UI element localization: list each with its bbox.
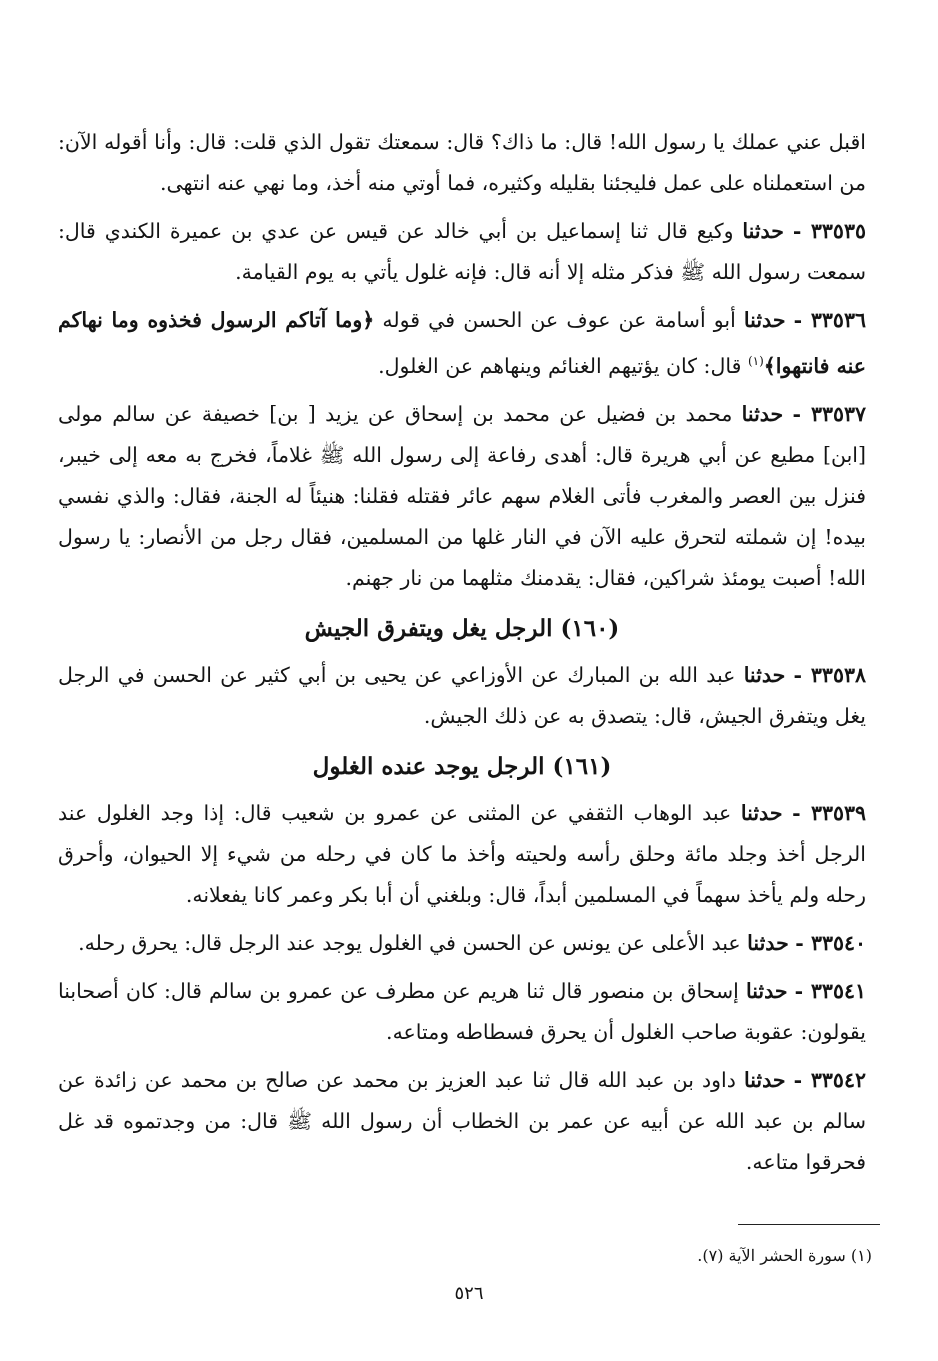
hadith-lead: حدثنا [747,930,789,955]
hadith-33535 [58,211,866,293]
hadith-text: وكيع قال ثنا إسماعيل بن أبي خالد عن قيس عن عدي بن عميرة الكندي قال: سمعت رسول الله ﷺ فذكر مثله إلا أنه قال: فإنه غلول يأتي به يوم القيامة. [58,219,866,284]
hadith-text: داود بن عبد الله قال ثنا عبد العزيز بن محمد عن صالح بن محمد عن زائدة عن سالم بن عبد الله عن أبيه عن عمر بن الخطاب أن رسول الله ﷺ قال: من وجدتموه قد غل فحرقوا متاعه. [58,1067,866,1174]
hadith-text: عبد الأعلى عن يونس عن الحسن في الغلول يوجد عند الرجل قال: يحرق رحله. [78,930,741,955]
hadith-number: ٣٣٥٣٧ - [792,401,866,426]
footnote-divider [738,1224,880,1225]
chapter-heading-160: (١٦٠) الرجل يغل ويتفرق الجيش [304,614,620,642]
quran-quote: ﴿وما آتاكم الرسول فخذوه وما نهاكم عنه فانتهوا﴾ [58,308,866,378]
hadith-33537 [58,394,866,599]
hadith-33541 [58,971,866,1053]
hadith-text-continued: قال: كان يؤتيهم الغنائم وينهاهم عن الغلول. [378,353,742,378]
hadith-33542 [58,1060,866,1183]
hadith-text: إسحاق بن منصور قال ثنا هريم عن مطرف عن عمرو بن سالم قال: كان أصحابنا يقولون: عقوبة صاحب الغلول أن يحرق فسطاطه ومتاعه. [58,978,866,1044]
hadith-lead: حدثنا [741,401,784,426]
hadith-lead: حدثنا [743,1067,786,1092]
footnote: (١) سورة الحشر الآية (٧). [697,1246,872,1265]
hadith-text: محمد بن فضيل عن محمد بن إسحاق عن يزيد [ بن] خصيفة عن سالم مولى [ابن] مطيع عن أبي هريرة قال: أهدى رفاعة إلى رسول الله ﷺ غلاماً، فخرج به معه إلى خيبر، فنزل بين العصر والمغرب فأتى الغلام سهم عائر فقتله فقلنا: هنيئاً له الجنة، فقال: والذي نفسي بيده! إن شملته لتحرق عليه الآن في النار غلها من المسلمين، فقال رجل من الأنصار: يا رسول الله! أصبت يومئذ شراكين، فقال: يقدمنك مثلهما من نار جهنم. [58,401,866,590]
hadith-number: ٣٣٥٣٩ - [792,800,866,825]
hadith-text: عبد الوهاب الثقفي عن المثنى عن عمرو بن شعيب قال: إذا وجد الغلول عند الرجل أخذ وجلد مائة وحلق رأسه ولحيته وأخذ ما كان في رحله من شيء إلا الحيوان، وأحرق رحله ولم يأخذ سهماً في المسلمين أبداً، قال: وبلغني أن أبا بكر وعمر كانا يفعلانه. [58,800,866,907]
hadith-number: ٣٣٥٤٢ - [793,1067,866,1092]
hadith-33538 [58,655,866,737]
hadith-text: أبو أسامة عن عوف عن الحسن في قوله [382,308,736,332]
hadith-number: ٣٣٥٤٠ - [795,930,866,955]
hadith-33536 [58,300,866,387]
hadith-number: ٣٣٥٣٥ - [792,219,866,243]
hadith-lead: حدثنا [740,800,783,825]
hadith-number: ٣٣٥٤١ - [794,978,866,1003]
hadith-number: ٣٣٥٣٦ - [793,308,866,332]
hadith-lead: حدثنا [745,978,788,1003]
paragraph-continuation [58,122,866,204]
page-number: ٥٢٦ [454,1283,484,1304]
hadith-lead: حدثنا [742,219,784,243]
chapter-heading-161: (١٦١) الرجل يوجد عنده الغلول [312,752,612,780]
hadith-text: عبد الله بن المبارك عن الأوزاعي عن يحيى بن أبي كثير عن الحسن في الرجل يغل ويتفرق الجيش، قال: يتصدق به عن ذلك الجيش. [58,662,866,728]
hadith-lead: حدثنا [743,662,786,687]
hadith-lead: حدثنا [743,308,786,332]
hadith-33540 [58,923,866,964]
hadith-number: ٣٣٥٣٨ - [793,662,866,687]
footnote-marker[interactable]: (١) [747,354,764,368]
paragraph-text: اقبل عني عملك يا رسول الله! قال: ما ذاك؟ قال: سمعتك تقول الذي قلت: قال: وأنا أقوله الآن: من استعملناه على عمل فليجئنا بقليله وكثيره، فما أوتي منه أخذ، وما نهي عنه انتهى. [58,130,866,195]
hadith-33539 [58,793,866,916]
page-body [58,122,866,1190]
